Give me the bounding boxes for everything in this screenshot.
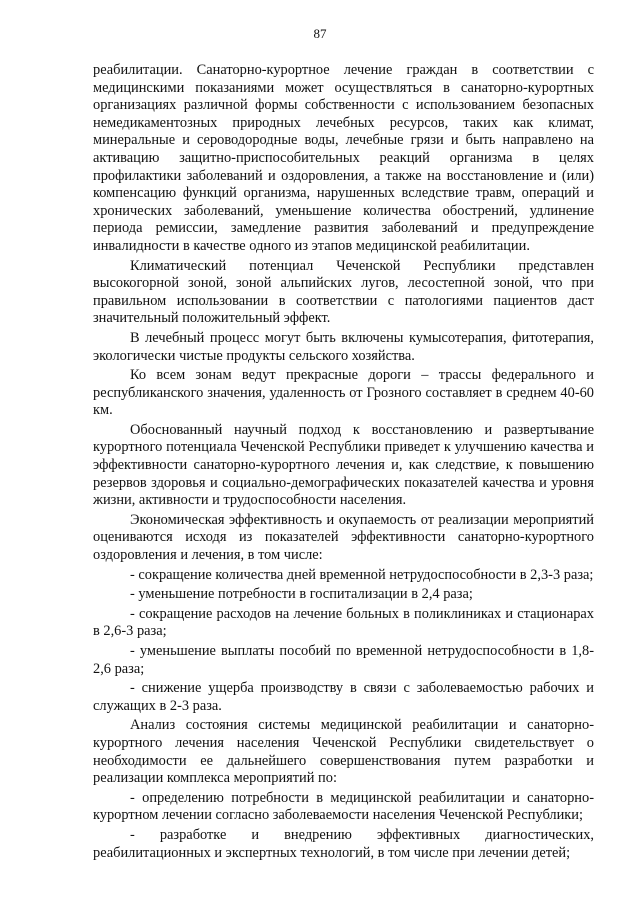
paragraph-scientific-approach: Обоснованный научный подход к восстановлению и развертывание курортного потенциала Чеченской Республики приведет к улучшению качества и эффективности санаторно-курортного лечения и, как следствие, к повышению резервов здоровья и социально-демографических показателей качества и уровня жизни, активности и трудоспособности населения. [93,421,594,509]
paragraph-system-analysis: Анализ состояния системы медицинской реабилитации и санаторно-курортного лечения населения Чеченской Республики свидетельствует о необходимости ее дальнейшего совершенствования путем разработки и реализации комплекса мероприятий по: [93,717,594,787]
list-item-technologies: - разработке и внедрению эффективных диагностических, реабилитационных и экспертных технологий, в том числе при лечении детей; [93,826,594,861]
paragraph-climate-potential: Климатический потенциал Чеченской Республики представлен высокогорной зоной, зоной альпийских лугов, лесостепной зоной, что при правильном использовании в соответствии с патологиями пациентов даст значительный положительный эффект. [93,257,594,327]
paragraph-treatment-process: В лечебный процесс могут быть включены кумысотерапия, фитотерапия, экологически чистые продукты сельского хозяйства. [93,329,594,364]
paragraph-economic-efficiency: Экономическая эффективность и окупаемость от реализации мероприятий оцениваются исходя из показателей эффективности санаторно-курортного оздоровления и лечения, в том числе: [93,511,594,564]
page-number: 87 [313,26,327,41]
paragraph-continuation: реабилитации. Санаторно-курортное лечение граждан в соответствии с медицинскими показаниями может осуществляться в санаторно-курортных организациях различной формы собственности с использованием безопасных немедикаментозных природных лечебных ресурсов, таких как климат, минеральные и сероводородные воды, лечебные грязи и быть направлено на активацию защитно-приспособительных реакций организма в целях профилактики заболеваний и оздоровления, а также на восстановление и (или) компенсацию функций организма, нарушенных вследствие травм, операций и хронических заболеваний, уменьшение количества обострений, удлинение периода ремиссии, замедление развития заболеваний и предупреждение инвалидности в качестве одного из этапов медицинской реабилитации. [93,62,594,254]
list-item-needs-assessment: - определению потребности в медицинской реабилитации и санаторно-курортном лечении согласно заболеваемости населения Чеченской Республики; [93,789,594,824]
list-item-sick-days: - сокращение количества дней временной нетрудоспособности в 2,3-3 раза; [130,566,594,583]
list-item-production-damage: - снижение ущерба производству в связи с заболеваемостью рабочих и служащих в 2-3 раза. [93,680,594,714]
paragraph-roads: Ко всем зонам ведут прекрасные дороги – трассы федерального и республиканского значения, удаленность от Грозного составляет в среднем 40-60 км. [93,367,594,419]
body-text [93,62,594,864]
list-item-benefit-payments: - уменьшение выплаты пособий по временной нетрудоспособности в 1,8-2,6 раза; [93,643,594,677]
list-item-hospitalization: - уменьшение потребности в госпитализации в 2,4 раза; [130,586,473,603]
list-item-treatment-costs: - сокращение расходов на лечение больных в поликлиниках и стационарах в 2,6-3 раза; [93,605,594,640]
